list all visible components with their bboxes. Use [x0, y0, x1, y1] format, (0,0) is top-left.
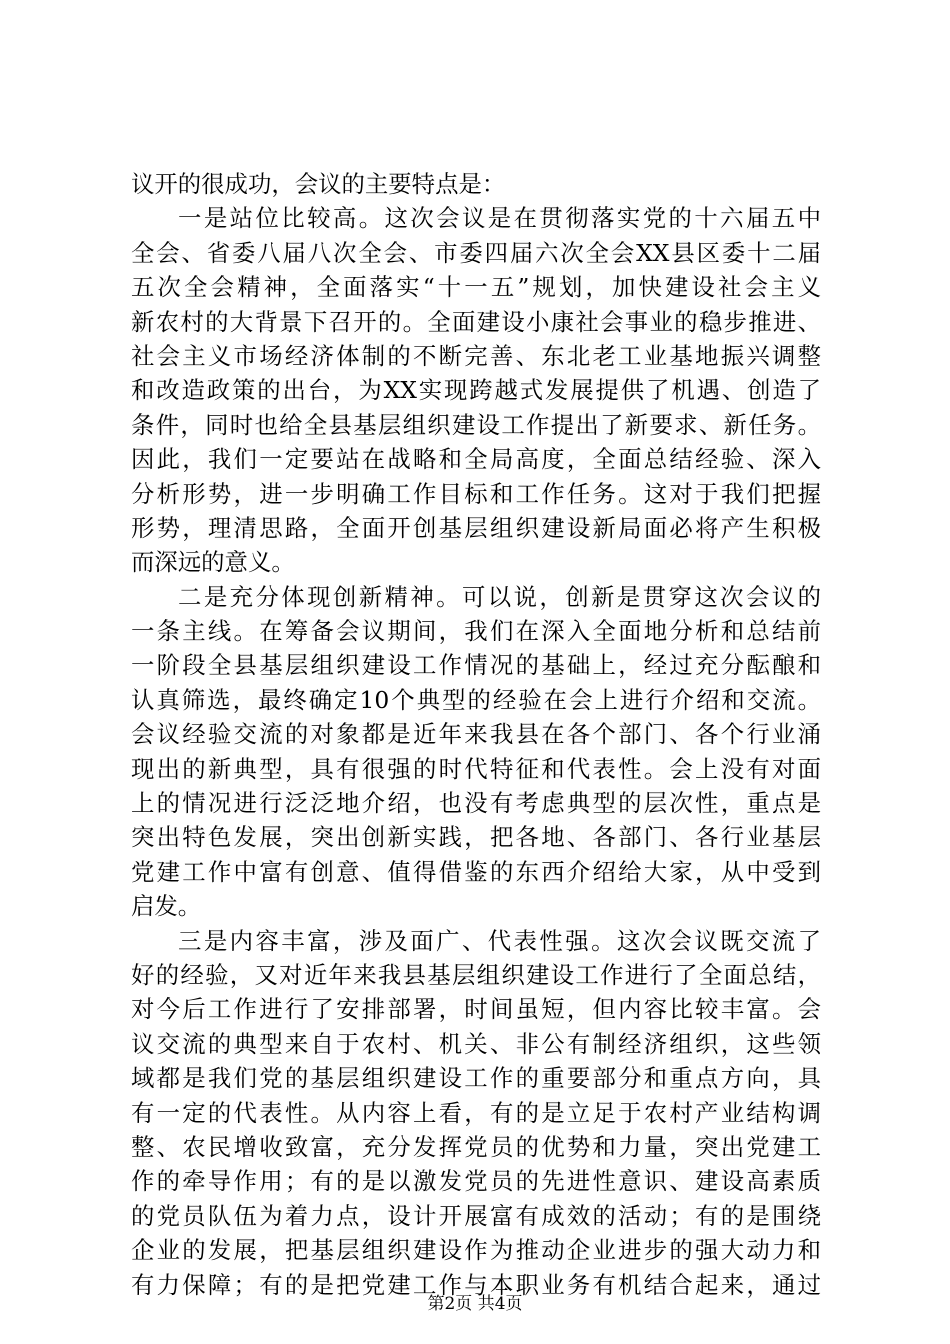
text-line: 整、农民增收致富，充分发挥党员的优势和力量，突出党建工: [131, 1132, 821, 1161]
text-line: 形势，理清思路，全面开创基层组织建设新局面必将产生积极: [131, 513, 821, 542]
text-line: 五次全会精神，全面落实“十一五”规划，加快建设社会主义: [131, 273, 821, 302]
text-line: 有力保障；有的是把党建工作与本职业务有机结合起来，通过: [131, 1270, 821, 1299]
text-line: 认真筛选，最终确定10个典型的经验在会上进行介绍和交流。: [131, 685, 821, 714]
text-line: 对今后工作进行了安排部署，时间虽短，但内容比较丰富。会: [131, 995, 821, 1024]
text-line: 党建工作中富有创意、值得借鉴的东西介绍给大家，从中受到: [131, 857, 821, 886]
text-line: 而深远的意义。: [131, 548, 295, 577]
text-line: 的党员队伍为着力点，设计开展富有成效的活动；有的是围绕: [131, 1201, 821, 1230]
text-line: 一是站位比较高。这次会议是在贯彻落实党的十六届五中: [178, 204, 821, 233]
document-body: [131, 167, 821, 1302]
text-line: 域都是我们党的基层组织建设工作的重要部分和重点方向，具: [131, 1064, 821, 1093]
text-line: 全会、省委八届八次全会、市委四届六次全会XX县区委十二届: [131, 238, 821, 267]
text-line: 社会主义市场经济体制的不断完善、东北老工业基地振兴调整: [131, 341, 821, 370]
text-line: 议开的很成功，会议的主要特点是：: [131, 170, 506, 198]
text-line: 企业的发展，把基层组织建设作为推动企业进步的强大动力和: [131, 1236, 821, 1265]
text-line: 分析形势，进一步明确工作目标和工作任务。这对于我们把握: [131, 479, 821, 508]
text-line: 二是充分体现创新精神。可以说，创新是贯穿这次会议的: [178, 582, 821, 611]
text-line: 突出特色发展，突出创新实践，把各地、各部门、各行业基层: [131, 823, 821, 852]
text-line: 一阶段全县基层组织建设工作情况的基础上，经过充分酝酿和: [131, 651, 821, 680]
text-line: 启发。: [131, 892, 202, 921]
text-line: 条件，同时也给全县基层组织建设工作提出了新要求、新任务。: [131, 410, 821, 439]
text-line: 因此，我们一定要站在战略和全局高度，全面总结经验、深入: [131, 445, 821, 474]
page-footer: 第2页 共4页: [427, 1294, 523, 1314]
text-line: 三是内容丰富，涉及面广、代表性强。这次会议既交流了: [178, 926, 821, 955]
text-line: 一条主线。在筹备会议期间，我们在深入全面地分析和总结前: [131, 617, 821, 646]
text-line: 作的牵导作用；有的是以激发党员的先进性意识、建设高素质: [131, 1167, 821, 1196]
text-line: 新农村的大背景下召开的。全面建设小康社会事业的稳步推进、: [131, 307, 821, 336]
text-line: 有一定的代表性。从内容上看，有的是立足于农村产业结构调: [131, 1098, 821, 1127]
text-line: 和改造政策的出台，为XX实现跨越式发展提供了机遇、创造了: [131, 376, 821, 405]
text-line: 议交流的典型来自于农村、机关、非公有制经济组织，这些领: [131, 1029, 821, 1058]
text-line: 上的情况进行泛泛地介绍，也没有考虑典型的层次性，重点是: [131, 789, 821, 818]
text-line: 好的经验，又对近年来我县基层组织建设工作进行了全面总结，: [131, 960, 821, 989]
text-line: 会议经验交流的对象都是近年来我县在各个部门、各个行业涌: [131, 720, 821, 749]
text-line: 现出的新典型，具有很强的时代特征和代表性。会上没有对面: [131, 754, 821, 783]
